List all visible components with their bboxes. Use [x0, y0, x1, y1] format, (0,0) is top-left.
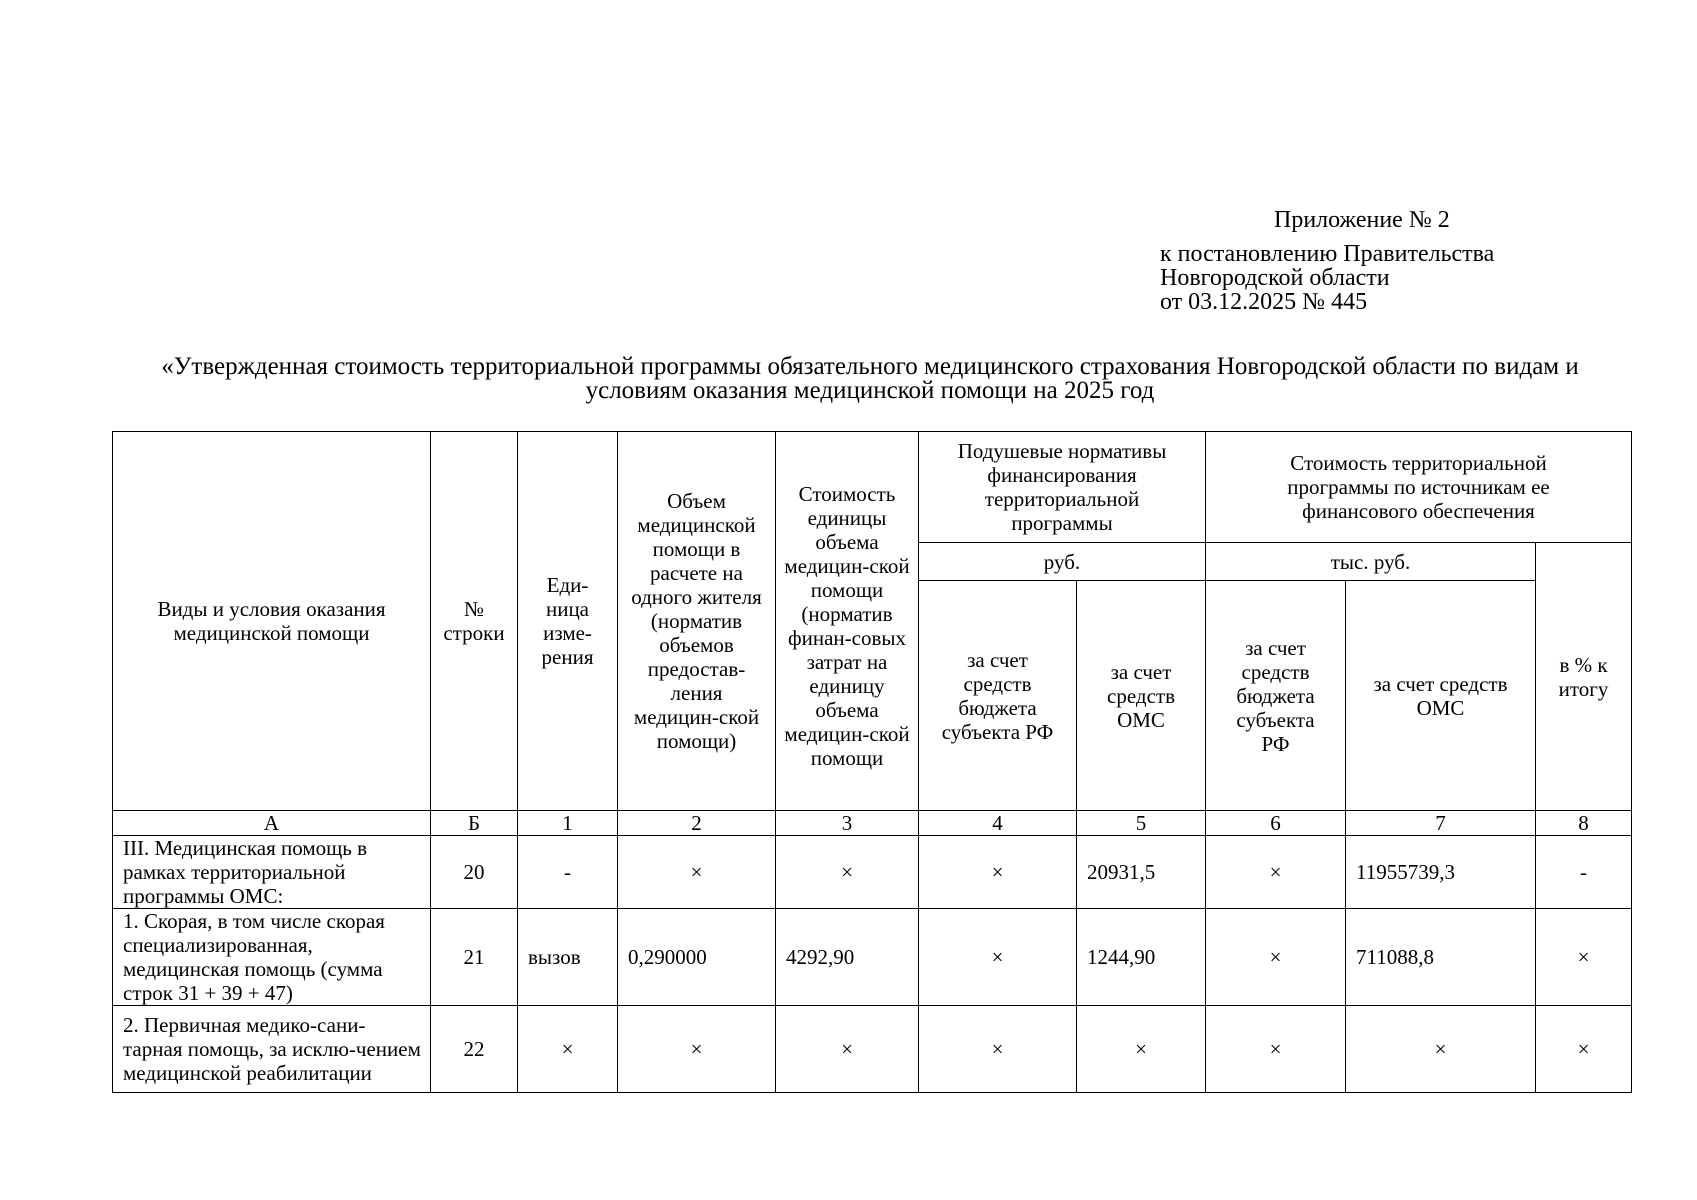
header-rub: руб.	[919, 543, 1206, 581]
header-row-no: № строки	[431, 432, 518, 811]
index-cell: 8	[1536, 811, 1632, 836]
oms-cell: 20931,5	[1077, 836, 1206, 909]
budget-rf-cell: ×	[919, 909, 1077, 1006]
percent-cell: ×	[1536, 1006, 1632, 1093]
table-row	[113, 909, 1632, 1006]
header-cost-unit: Стоимость единицы объема медицин-ской помощи (норматив финан-совых затрат на единицу объема медицин-ской помощи	[776, 432, 919, 811]
volume-cell: ×	[618, 1006, 776, 1093]
volume-cell: ×	[618, 836, 776, 909]
percent-cell: -	[1536, 836, 1632, 909]
oms-cell: 1244,90	[1077, 909, 1206, 1006]
table-row	[113, 836, 1632, 909]
header-percent: в % к итогу	[1536, 543, 1632, 811]
budget-rf-cell: ×	[919, 836, 1077, 909]
oms-cell: ×	[1077, 1006, 1206, 1093]
volume-cell: 0,290000	[618, 909, 776, 1006]
row-title: III. Медицинская помощь в рамках территориальной программы ОМС:	[113, 836, 431, 909]
row-number: 22	[431, 1006, 518, 1093]
annex-ref-line: к постановлению Правительства	[1160, 241, 1495, 267]
index-cell: 5	[1077, 811, 1206, 836]
annex-ref-line: Новгородской области	[1160, 265, 1390, 291]
annex-number: Приложение № 2	[1274, 207, 1450, 233]
oms-total-cell: ×	[1346, 1006, 1536, 1093]
header-budget-rf: за счет средств бюджета субъекта РФ	[919, 581, 1077, 811]
percent-cell: ×	[1536, 909, 1632, 1006]
header-oms: за счет средств ОМС	[1077, 581, 1206, 811]
annex-header	[1160, 208, 1680, 314]
header-per-capita: Подушевые нормативы финансирования территориальной программы	[919, 432, 1206, 543]
header-volume: Объем медицинской помощи в расчете на одного жителя (норматив объемов предостав-ления медицин-ской помощи)	[618, 432, 776, 811]
row-title: 1. Скорая, в том числе скорая специализированная, медицинская помощь (сумма строк 31 + 39 + 47)	[113, 909, 431, 1006]
header-unit: Еди-ница изме-рения	[518, 432, 618, 811]
cost-table	[112, 431, 1632, 1093]
row-number: 20	[431, 836, 518, 909]
unit-cell: -	[518, 836, 618, 909]
cost-unit-cell: 4292,90	[776, 909, 919, 1006]
budget-rf-cell: ×	[919, 1006, 1077, 1093]
header-thousand-rub: тыс. руб.	[1206, 543, 1536, 581]
cost-unit-cell: ×	[776, 1006, 919, 1093]
oms-total-cell: 11955739,3	[1346, 836, 1536, 909]
header-oms: за счет средств ОМС	[1346, 581, 1536, 811]
row-number: 21	[431, 909, 518, 1006]
table-row	[113, 1006, 1632, 1093]
unit-cell: ×	[518, 1006, 618, 1093]
oms-total-cell: 711088,8	[1346, 909, 1536, 1006]
row-title: 2. Первичная медико-сани-тарная помощь, за исклю-чением медицинской реабилитации	[113, 1006, 431, 1093]
index-cell: Б	[431, 811, 518, 836]
index-cell: 1	[518, 811, 618, 836]
index-cell: 2	[618, 811, 776, 836]
budget-rf-total-cell: ×	[1206, 909, 1346, 1006]
index-cell: А	[113, 811, 431, 836]
index-cell: 7	[1346, 811, 1536, 836]
header-program-cost: Стоимость территориальной программы по источникам ее финансового обеспечения	[1206, 432, 1632, 543]
index-cell: 6	[1206, 811, 1346, 836]
index-cell: 4	[919, 811, 1077, 836]
annex-date-line: от 03.12.2025 № 445	[1160, 289, 1368, 315]
index-cell: 3	[776, 811, 919, 836]
unit-cell: вызов	[518, 909, 618, 1006]
column-index-row	[113, 811, 1632, 836]
header-budget-rf: за счет средств бюджета субъекта РФ	[1206, 581, 1346, 811]
budget-rf-total-cell: ×	[1206, 1006, 1346, 1093]
cost-unit-cell: ×	[776, 836, 919, 909]
document-title: «Утвержденная стоимость территориальной программы обязательного медицинского страхования Новгородской области по видам и условиям оказания медицинской помощи на 2025 год	[161, 353, 1579, 404]
budget-rf-total-cell: ×	[1206, 836, 1346, 909]
header-kinds: Виды и условия оказания медицинской помощи	[113, 432, 431, 811]
